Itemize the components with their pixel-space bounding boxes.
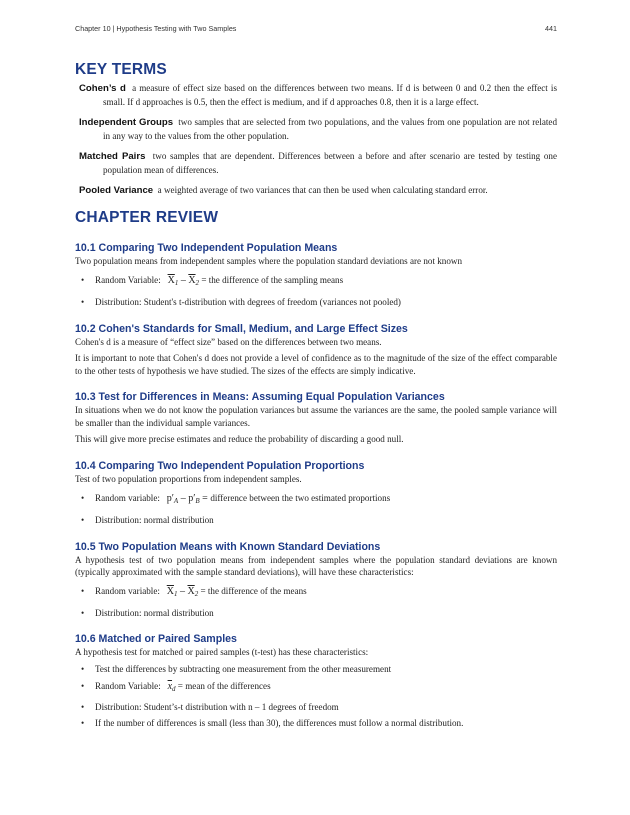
math-expression — [168, 275, 199, 286]
page-content — [75, 58, 557, 729]
math-expression — [167, 493, 211, 504]
bullet-label: Random Variable: — [95, 275, 161, 285]
math-expression — [167, 586, 198, 597]
term-definition: a measure of effect size based on the differences between two means. If d is between 0 and 0.2 then the effect is small. If d approaches is 0.5, then the effect is medium, and if d approaches 0.8, then it is a large effect. — [103, 83, 557, 107]
bullet-text: = the difference of the sampling means — [199, 275, 344, 285]
paragraph: A hypothesis test for matched or paired samples (t-test) has these characteristics: — [75, 647, 369, 657]
section-10-4 — [75, 459, 557, 527]
bullet-label: Random variable: — [95, 585, 160, 596]
math-sub: 1 — [174, 279, 179, 287]
bullet-normal-condition: • If the number of differences is small (less than 30), the differences must follow a normal distribution. — [75, 717, 557, 730]
key-terms-list — [75, 82, 557, 198]
paragraph: This will give more precise estimates and reduce the probability of discarding a good null. — [75, 434, 404, 444]
math-var: $\overline{X}$ — [187, 585, 195, 597]
math-var: $\overline{X}$ — [188, 275, 196, 286]
bullet-list — [75, 272, 557, 309]
section-10-6 — [75, 632, 557, 729]
math-op: – — [178, 275, 189, 286]
bullet-distribution: • Distribution: Student’s-t distribution with n – 1 degrees of freedom — [75, 701, 557, 714]
bullet-list — [75, 583, 557, 620]
running-header — [75, 24, 557, 36]
term-name: Independent Groups — [79, 117, 174, 128]
math-var: $\overline{x}$ — [167, 681, 173, 692]
bullet-list — [75, 663, 557, 730]
paragraph: Test of two population proportions from independent samples. — [75, 473, 302, 484]
math-var: $\overline{X}$ — [166, 585, 174, 597]
bullet-distribution: • Distribution: Student's t-distribution with degrees of freedom (variances not pooled) — [75, 296, 557, 309]
section-10-1 — [75, 241, 557, 309]
section-title: 10.4 Comparing Two Independent Population Proportions — [75, 459, 365, 472]
math-op: – p′ — [178, 493, 196, 504]
chapter-review-heading: CHAPTER REVIEW — [75, 208, 219, 226]
section-body — [75, 554, 557, 620]
bullet-text: = the difference of the means — [198, 585, 307, 596]
bullet-list — [75, 490, 557, 527]
math-var: $\overline{X}$ — [167, 275, 175, 286]
section-title: 10.6 Matched or Paired Samples — [75, 633, 237, 645]
term-name: Cohen’s d — [79, 83, 126, 94]
bullet-label: Random Variable: — [95, 681, 161, 691]
section-10-3 — [75, 390, 557, 446]
term-definition: a weighted average of two variances that can then be used when calculating standard error. — [157, 185, 488, 195]
math-sub: 2 — [195, 279, 200, 287]
paragraph: It is important to note that Cohen's d does not provide a level of confidence as to the magnitude of the size of the effect comparable to the other tests of hypothesis we have studied. The sizes of the effects are simply indicative. — [75, 353, 557, 376]
paragraph: A hypothesis test of two population means from independent samples where the population standard deviations are known (typically approximated with the sample standard deviations), will have these characteristics: — [75, 554, 557, 577]
section-body — [75, 255, 557, 309]
section-10-5 — [75, 540, 557, 620]
math-op: – — [177, 585, 188, 597]
section-body — [75, 646, 557, 729]
section-body — [75, 473, 557, 527]
bullet-label: Random variable: — [95, 493, 160, 503]
bullet-distribution: • Distribution: normal distribution — [75, 607, 557, 620]
section-title: 10.1 Comparing Two Independent Population Means — [75, 241, 338, 254]
bullet-text: difference between the two estimated proportions — [210, 493, 391, 503]
section-body — [75, 336, 557, 378]
math-var: p′ — [166, 493, 174, 504]
math-sub: A — [173, 497, 179, 505]
page-number: 441 — [545, 24, 557, 33]
bullet-test-differences: • Test the differences by subtracting one measurement from the other measurement — [75, 663, 557, 676]
bullet-random-variable — [75, 583, 557, 602]
paragraph: Cohen's d is a measure of “effect size” based on the differences between two means. — [75, 336, 382, 347]
math-op: = — [199, 493, 211, 504]
math-sub: d — [172, 685, 176, 693]
bullet-distribution: • Distribution: normal distribution — [75, 514, 557, 527]
math-sub: 1 — [173, 589, 178, 598]
section-10-2 — [75, 322, 557, 378]
bullet-text: = mean of the differences — [175, 681, 271, 691]
section-title: 10.5 Two Population Means with Known Standard Deviations — [75, 540, 381, 553]
math-sub: B — [195, 497, 200, 505]
paragraph: In situations when we do not know the population variances but assume the variances are the same, the pooled sample variance will be smaller than the individual sample variances. — [75, 405, 557, 428]
math-expression — [168, 681, 176, 692]
key-term-independent-groups — [75, 116, 557, 142]
term-definition: two samples that are selected from two populations, and the values from one population are not related in any way to the values from the other population. — [103, 117, 557, 141]
paragraph: Two population means from independent samples where the population standard deviations are not known — [75, 255, 463, 266]
bullet-random-variable — [75, 678, 557, 697]
math-sub: 2 — [194, 589, 199, 598]
section-title: 10.2 Cohen's Standards for Small, Medium, and Large Effect Sizes — [75, 322, 408, 335]
bullet-random-variable — [75, 490, 557, 509]
bullet-random-variable — [75, 272, 557, 291]
key-term-cohens-d — [75, 82, 557, 108]
key-term-pooled-variance — [75, 184, 557, 198]
key-term-matched-pairs — [75, 150, 557, 176]
section-title: 10.3 Test for Differences in Means: Assuming Equal Population Variances — [75, 391, 445, 403]
chapter-header: Chapter 10 | Hypothesis Testing with Two Samples — [75, 24, 237, 33]
term-definition: two samples that are dependent. Differences between a before and after scenario are tested by testing one population mean of differences. — [103, 151, 557, 175]
term-name: Matched Pairs — [79, 151, 146, 162]
section-body — [75, 404, 557, 446]
term-name: Pooled Variance — [79, 185, 154, 196]
key-terms-heading: KEY TERMS — [75, 61, 167, 78]
